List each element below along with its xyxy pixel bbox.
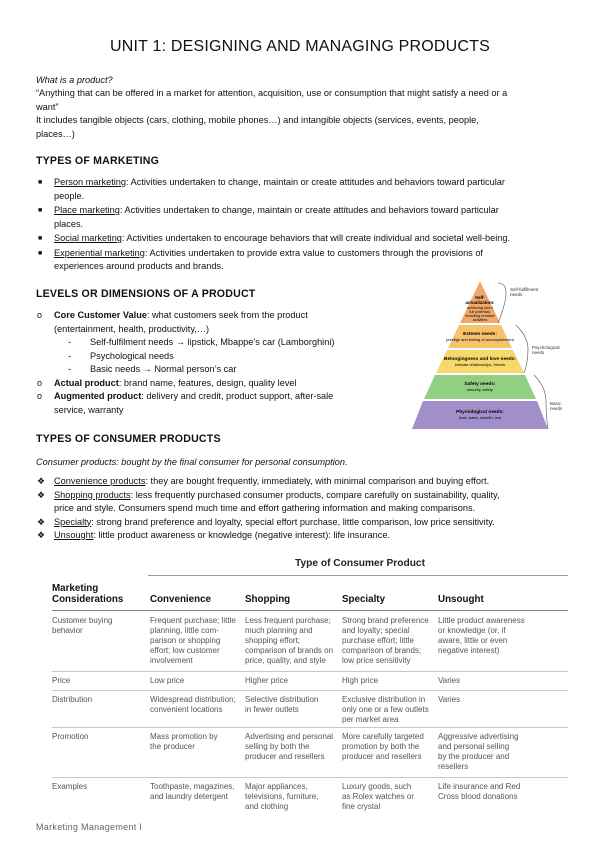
table-cell: Advertising and personal: [245, 732, 334, 741]
table-cell: by the producer and: [438, 752, 510, 761]
table-cell: Exclusive distribution in: [342, 695, 426, 704]
list-item: [36, 529, 572, 543]
pyramid-title: Safety needs:: [464, 382, 496, 387]
quote-line: “Anything that can be offered in a market for attention, acquisition, use or consumption that might satisfy a need or a: [36, 88, 508, 98]
table-cell: only one or a few outlets: [342, 705, 429, 714]
dash-bullet-icon: -: [68, 350, 72, 361]
list-item: [36, 390, 376, 417]
table-cell: Little product awareness: [438, 616, 525, 625]
table-cell: Varies: [438, 676, 461, 685]
table-cell: aware, little or even: [438, 636, 508, 645]
quote-line: want”: [36, 101, 59, 112]
row-divider: [52, 690, 568, 691]
definition: : Activities undertaken to provide extra value to customers through the provisions of: [144, 247, 483, 258]
heading-types-of-marketing: TYPES OF MARKETING: [36, 155, 160, 167]
sub-item-text: Basic needs → Normal person’s car: [90, 364, 237, 374]
table-cell: Luxury goods, such: [342, 782, 412, 791]
diamond-bullet-icon: ❖: [37, 516, 46, 527]
definition: : delivery and credit, product support, after-sale: [141, 391, 334, 401]
page-footer: Marketing Management I: [36, 822, 143, 832]
row-divider: [52, 777, 568, 778]
list-item: [36, 489, 572, 516]
definition-cont: people.: [54, 190, 85, 201]
definition-cont: experiences around products and brands.: [54, 261, 224, 271]
header-divider: [52, 610, 568, 611]
table-cell: as Rolex watches or: [342, 792, 415, 801]
table-cell: Mass promotion by: [150, 732, 218, 741]
table-cell: and personal selling: [438, 742, 510, 751]
definition: : what customers seek from the product: [146, 310, 308, 320]
table-cell: Major appliances,: [245, 782, 308, 791]
row-label: Customer buying: [52, 616, 113, 625]
pyramid-desc: achieving one’s: [466, 306, 494, 310]
consumer-definition: Consumer products: bought by the final consumer for personal consumption.: [36, 457, 348, 467]
definition-cont: service, warranty: [54, 404, 124, 415]
term: Shopping products: [54, 489, 131, 500]
table-cell: promotion by both the: [342, 742, 420, 751]
page-title: UNIT 1: DESIGNING AND MANAGING PRODUCTS: [110, 38, 490, 55]
table-cell: Toothpaste, magazines,: [150, 782, 235, 791]
definition: : less frequently purchased consumer products, compare carefully on sustainability, quality,: [130, 489, 500, 500]
table-cell: effort; low customer: [150, 646, 220, 655]
square-bullet-icon: ■: [38, 207, 43, 214]
column-header: Specialty: [342, 594, 386, 605]
table-cell: planning, little com-: [150, 626, 219, 635]
includes-line: It includes tangible objects (cars, clothing, mobile phones…) and intangible objects (services, events, people,: [36, 115, 479, 125]
table-cell: purchase effort; little: [342, 636, 414, 645]
definition-cont: (entertainment, health, productivity,…): [54, 323, 210, 334]
intro-question: What is a product?: [36, 75, 113, 85]
table-cell: and laundry detergent: [150, 792, 228, 801]
square-bullet-icon: ■: [38, 235, 43, 242]
term: Core Customer Value: [54, 310, 147, 320]
table-cell: producer and resellers: [342, 752, 422, 761]
list-item: [36, 176, 572, 203]
sub-item: [54, 363, 376, 377]
table-cell: Low price: [150, 676, 185, 685]
marketing-types-list: [36, 176, 572, 275]
term: Augmented product: [54, 391, 142, 401]
table-cell: Strong brand preference: [342, 616, 429, 625]
side-label: Self-fulfillment: [510, 287, 539, 292]
definition: : little product awareness or knowledge (negative interest): life insurance.: [93, 530, 391, 540]
column-header: Shopping: [245, 594, 291, 605]
header-marketing: Marketing: [52, 583, 99, 594]
term: Place marketing: [54, 205, 120, 215]
table-cell: comparison of brands;: [342, 646, 422, 655]
circle-bullet-icon: o: [37, 310, 43, 320]
table-title: Type of Consumer Product: [295, 558, 425, 569]
term: Experiential marketing: [54, 247, 145, 258]
row-label: Distribution: [52, 695, 93, 704]
table-cell: and loyalty; special: [342, 626, 410, 635]
list-item: [36, 204, 572, 231]
sub-item-text: Psychological needs: [90, 350, 174, 361]
table-cell: comparison of brands on: [245, 646, 334, 655]
column-header: Unsought: [438, 594, 484, 605]
table-cell: per market area: [342, 715, 399, 724]
table-cell: and clothing: [245, 802, 289, 811]
pyramid-desc: full potential,: [469, 310, 491, 314]
table-cell: High price: [342, 676, 379, 685]
pyramid-desc: activities: [472, 318, 488, 322]
diamond-bullet-icon: ❖: [37, 530, 46, 540]
sub-list: [54, 336, 376, 377]
term: Specialty: [54, 516, 92, 527]
header-considerations: Considerations: [52, 594, 124, 605]
list-item: [36, 516, 572, 530]
pyramid-desc: food, water, warmth, rest: [458, 415, 502, 420]
table-cell: parison or shopping: [150, 636, 221, 645]
row-label: Examples: [52, 782, 88, 791]
sub-item-text: Self-fulfilment needs → lipstick, Mbappe’s car (Lamborghini): [90, 337, 335, 347]
definition: : brand name, features, design, quality level: [118, 377, 297, 388]
definition-cont: places.: [54, 218, 84, 229]
maslow-pyramid: [382, 279, 578, 431]
table-cell: price, quality, and style: [245, 656, 326, 665]
table-cell: resellers: [438, 762, 469, 771]
table-cell: or knowledge (or, if: [438, 626, 506, 635]
table-cell: convenient locations: [150, 705, 223, 714]
row-label: Price: [52, 676, 71, 685]
table-cell: in fewer outlets: [245, 705, 299, 714]
circle-bullet-icon: o: [37, 391, 43, 401]
pyramid-title: Esteem needs:: [463, 332, 497, 337]
table-cell: much planning and: [245, 626, 313, 635]
intro-includes: [36, 114, 572, 141]
table-cell: Cross blood donations: [438, 792, 518, 801]
list-item: [36, 247, 572, 274]
pyramid-desc: including creative: [465, 314, 495, 318]
table-cell: producer and resellers: [245, 752, 325, 761]
table-cell: Frequent purchase; little: [150, 616, 236, 625]
table-cell: involvement: [150, 656, 193, 665]
sub-item: [54, 336, 376, 350]
list-item: [36, 309, 376, 377]
pyramid-desc: intimate relationships, friends: [454, 362, 506, 367]
table-cell: shopping effort;: [245, 636, 301, 645]
definition: : Activities undertaken to encourage behaviors that will create individual and societal well-being.: [121, 233, 511, 243]
intro-quote: [36, 87, 572, 114]
table-rule: [148, 575, 568, 576]
table-cell: Higher price: [245, 676, 289, 685]
table-cell: fine crystal: [342, 802, 381, 811]
table-cell: televisions, furniture,: [245, 792, 319, 801]
definition: : strong brand preference and loyalty, special effort purchase, little comparison, low price sensitivity.: [91, 516, 495, 527]
dash-bullet-icon: -: [68, 364, 72, 374]
heading-consumer-products: TYPES OF CONSUMER PRODUCTS: [36, 433, 221, 445]
side-label: needs: [510, 292, 523, 297]
term: Social marketing: [54, 233, 122, 243]
pyramid-title: Self-: [475, 295, 485, 300]
term: Convenience products: [54, 476, 146, 486]
square-bullet-icon: ■: [38, 179, 43, 186]
row-label: Promotion: [52, 732, 89, 741]
table-cell: low price sensitivity: [342, 656, 411, 665]
table-cell: More carefully targeted: [342, 732, 424, 741]
side-label: Basic: [550, 401, 562, 406]
pyramid-desc: prestige and feeling of accomplishment: [446, 337, 514, 342]
levels-list: [36, 309, 376, 417]
side-label: Psychological: [532, 345, 560, 350]
table-cell: Aggressive advertising: [438, 732, 519, 741]
dash-bullet-icon: -: [68, 337, 72, 347]
table-cell: Varies: [438, 695, 461, 704]
term: Person marketing: [54, 177, 127, 187]
row-label: behavior: [52, 626, 83, 635]
pyramid-desc: security, safety: [467, 387, 493, 392]
table-cell: Life insurance and Red: [438, 782, 521, 791]
definition: : they are bought frequently, immediately, with minimal comparison and buying effort.: [145, 476, 490, 486]
pyramid-title: Belongingness and love needs:: [444, 357, 516, 362]
square-bullet-icon: ■: [38, 249, 43, 257]
pyramid-title: actualization:: [465, 300, 495, 305]
table-cell: Selective distribution: [245, 695, 319, 704]
pyramid-title: Physiological needs:: [456, 410, 504, 415]
row-divider: [52, 727, 568, 728]
side-label: needs: [550, 406, 563, 411]
heading-levels: LEVELS OR DIMENSIONS OF A PRODUCT: [36, 288, 256, 300]
definition: : Activities undertaken to change, maintain or create attitudes and behaviors toward particular: [119, 205, 499, 215]
diamond-bullet-icon: ❖: [37, 476, 46, 486]
list-item: [36, 475, 572, 489]
circle-bullet-icon: o: [37, 377, 43, 388]
definition: : Activities undertaken to change, maintain or create attitudes and behaviors toward particular: [126, 177, 505, 187]
term: Unsought: [54, 530, 94, 540]
column-header: Convenience: [150, 594, 211, 605]
sub-item: [54, 350, 376, 364]
table-cell: Less frequent purchase;: [245, 616, 331, 625]
table-cell: selling by both the: [245, 742, 310, 751]
table-cell: negative interest): [438, 646, 500, 655]
term: Actual product: [54, 377, 119, 388]
side-label: needs: [532, 350, 545, 355]
includes-line: places…): [36, 128, 75, 139]
table-cell: Widespread distribution;: [150, 695, 236, 704]
table-cell: the producer: [150, 742, 195, 751]
list-item: [36, 232, 572, 246]
definition-cont: price and style. Consumers spend much time and effort gathering information and making comparisons.: [54, 503, 476, 513]
row-divider: [52, 671, 568, 672]
list-item: [36, 377, 376, 391]
consumer-products-list: [36, 475, 572, 543]
diamond-bullet-icon: ❖: [37, 489, 46, 500]
